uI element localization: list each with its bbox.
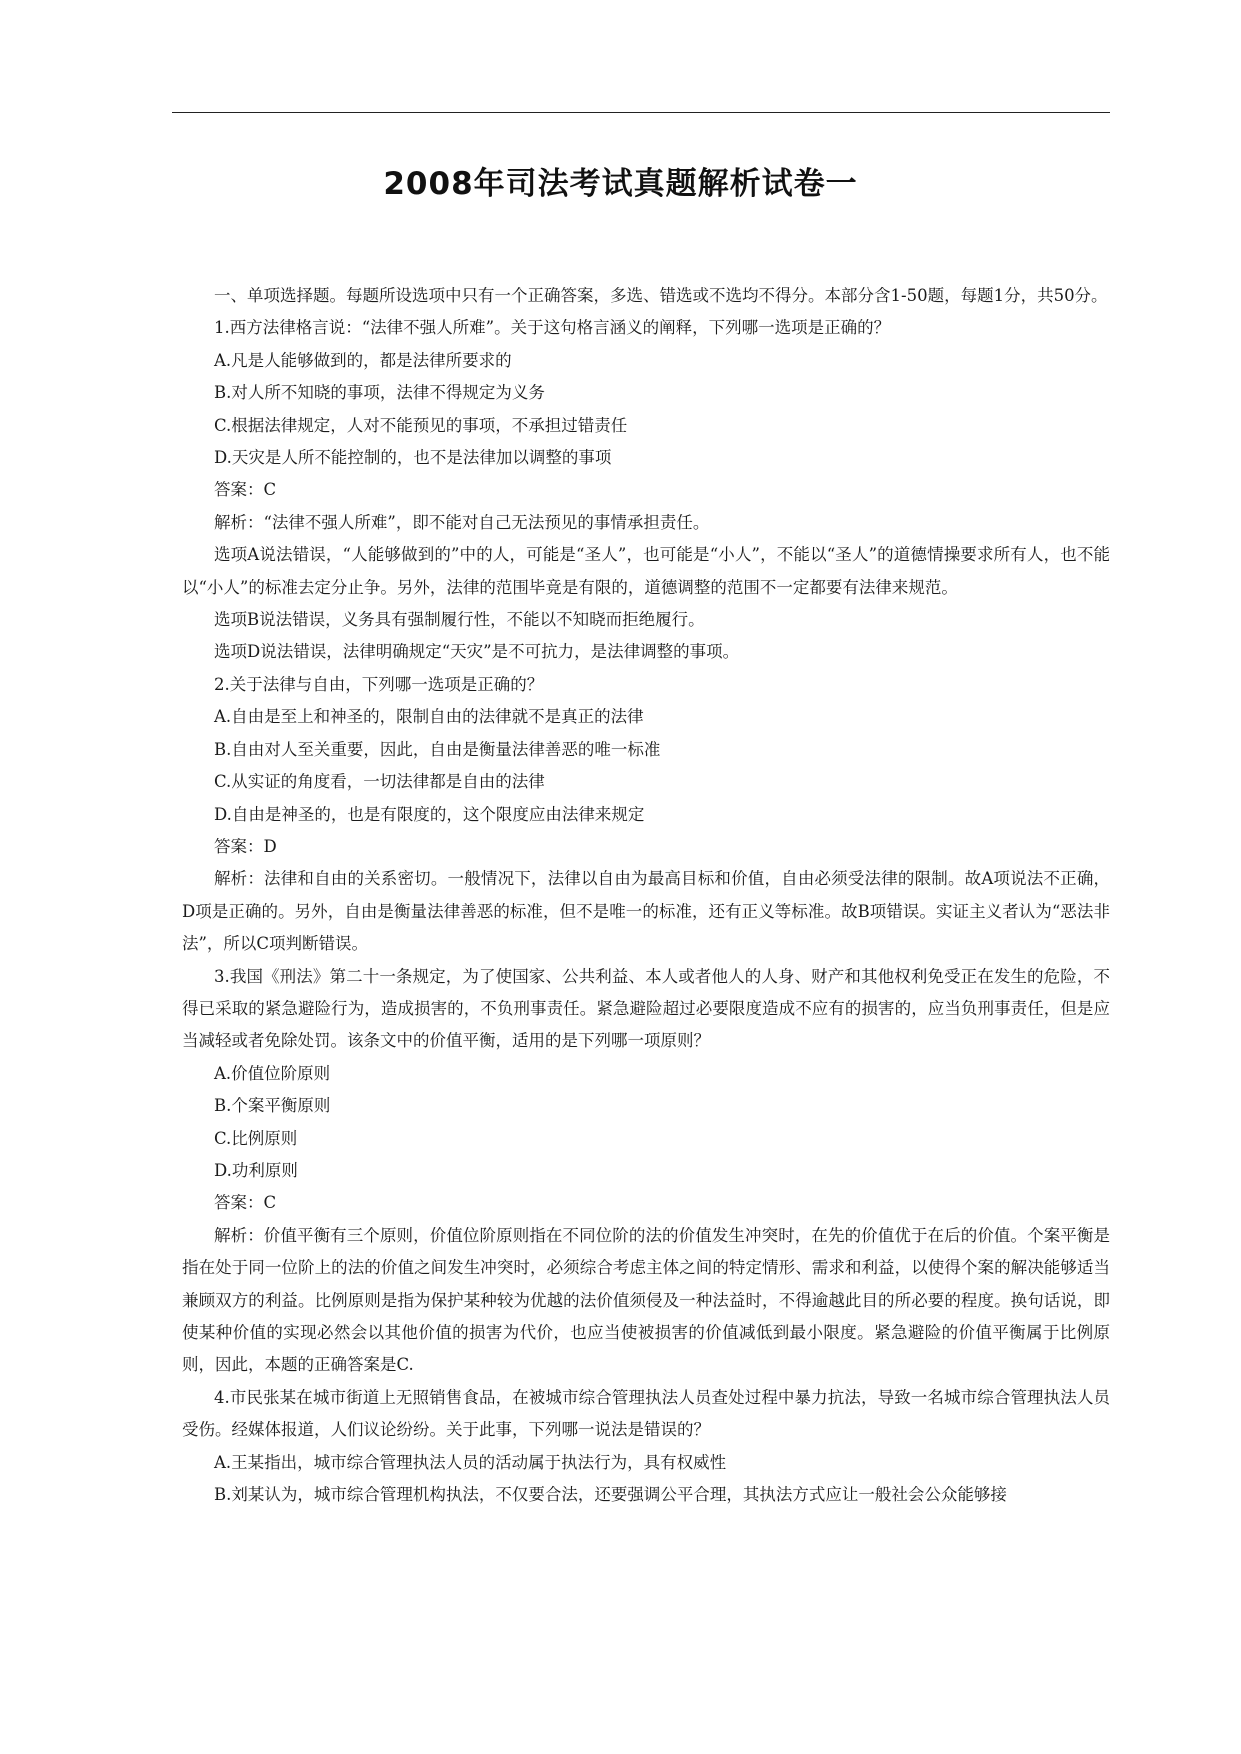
question-1-analysis-a: 选项A说法错误，“人能够做到的”中的人，可能是“圣人”，也可能是“小人”，不能以“圣人”的道德情操要求所有人，也不能以“小人”的标准去定分止争。另外，法律的范围毕竟是有限的，道德调整的范围不一定都要有法律来规范。 xyxy=(182,545,1110,597)
question-3-option-b: B.个案平衡原则 xyxy=(214,1096,331,1116)
question-1-analysis: 解析：“法律不强人所难”，即不能对自己无法预见的事情承担责任。 xyxy=(214,512,710,532)
section-intro: 一、单项选择题。每题所设选项中只有一个正确答案，多选、错选或不选均不得分。本部分含1-50题，每题1分，共50分。 xyxy=(214,286,1108,305)
question-1-analysis-d: 选项D说法错误，法律明确规定“天灾”是不可抗力，是法律调整的事项。 xyxy=(214,642,740,662)
question-1-analysis-b: 选项B说法错误，义务具有强制履行性，不能以不知晓而拒绝履行。 xyxy=(214,610,705,630)
question-3-option-a: A.价值位阶原则 xyxy=(214,1063,331,1083)
document-body xyxy=(182,280,1110,1511)
question-2-analysis: 解析：法律和自由的关系密切。一般情况下，法律以自由为最高目标和价值，自由必须受法律的限制。故A项说法不正确，D项是正确的。另外，自由是衡量法律善恶的标准，但不是唯一的标准，还有正义等标准。故B项错误。实证主义者认为“恶法非法”，所以C项判断错误。 xyxy=(182,869,1110,954)
question-2-option-a: A.自由是至上和神圣的，限制自由的法律就不是真正的法律 xyxy=(214,707,644,727)
question-1-stem: 1.西方法律格言说：“法律不强人所难”。关于这句格言涵义的阐释，下列哪一选项是正确的？ xyxy=(214,318,891,338)
question-4-stem: 4.市民张某在城市街道上无照销售食品，在被城市综合管理执法人员查处过程中暴力抗法，导致一名城市综合管理执法人员受伤。经媒体报道，人们议论纷纷。关于此事，下列哪一说法是错误的？ xyxy=(182,1387,1110,1440)
question-2-stem: 2.关于法律与自由，下列哪一选项是正确的？ xyxy=(214,674,544,694)
question-3-option-d: D.功利原则 xyxy=(214,1160,298,1180)
question-3-analysis: 解析：价值平衡有三个原则，价值位阶原则指在不同位阶的法的价值发生冲突时，在先的价值优于在后的价值。个案平衡是指在处于同一位阶上的法的价值之间发生冲突时，必须综合考虑主体之间的特定情形、需求和利益，以使得个案的解决能够适当兼顾双方的利益。比例原则是指为保护某种较为优越的法价值须侵及一种法益时，不得逾越此目的所必要的程度。换句话说，即使某种价值的实现必然会以其他价值的损害为代价，也应当使被损害的价值减低到最小限度。紧急避险的价值平衡属于比例原则，因此，本题的正确答案是C. xyxy=(182,1225,1110,1375)
document-title: 2008年司法考试真题解析试卷一 xyxy=(383,166,858,202)
question-1-option-d: D.天灾是人所不能控制的，也不是法律加以调整的事项 xyxy=(214,448,612,468)
question-1-option-c: C.根据法律规定，人对不能预见的事项，不承担过错责任 xyxy=(214,415,628,435)
question-2-option-b: B.自由对人至关重要，因此，自由是衡量法律善恶的唯一标准 xyxy=(214,739,661,759)
question-2-answer: 答案：D xyxy=(214,836,277,856)
question-1-answer: 答案：C xyxy=(214,480,277,500)
question-3-answer: 答案：C xyxy=(214,1193,277,1213)
question-2-option-c: C.从实证的角度看，一切法律都是自由的法律 xyxy=(214,772,545,792)
question-3-option-c: C.比例原则 xyxy=(214,1128,298,1148)
header-rule xyxy=(172,112,1110,113)
question-3-stem: 3.我国《刑法》第二十一条规定，为了使国家、公共利益、本人或者他人的人身、财产和其他权利免受正在发生的危险，不得已采取的紧急避险行为，造成损害的，不负刑事责任。紧急避险超过必要限度造成不应有的损害的，应当负刑事责任，但是应当减轻或者免除处罚。该条文中的价值平衡，适用的是下列哪一项原则？ xyxy=(182,966,1110,1051)
question-2-option-d: D.自由是神圣的，也是有限度的，这个限度应由法律来规定 xyxy=(214,804,645,824)
question-1-option-a: A.凡是人能够做到的，都是法律所要求的 xyxy=(214,350,512,370)
question-4-option-b: B.刘某认为，城市综合管理机构执法，不仅要合法，还要强调公平合理，其执法方式应让一般社会公众能够接 xyxy=(214,1485,1007,1505)
question-4-option-a: A.王某指出，城市综合管理执法人员的活动属于执法行为，具有权威性 xyxy=(214,1452,727,1472)
question-1-option-b: B.对人所不知晓的事项，法律不得规定为义务 xyxy=(214,383,545,403)
